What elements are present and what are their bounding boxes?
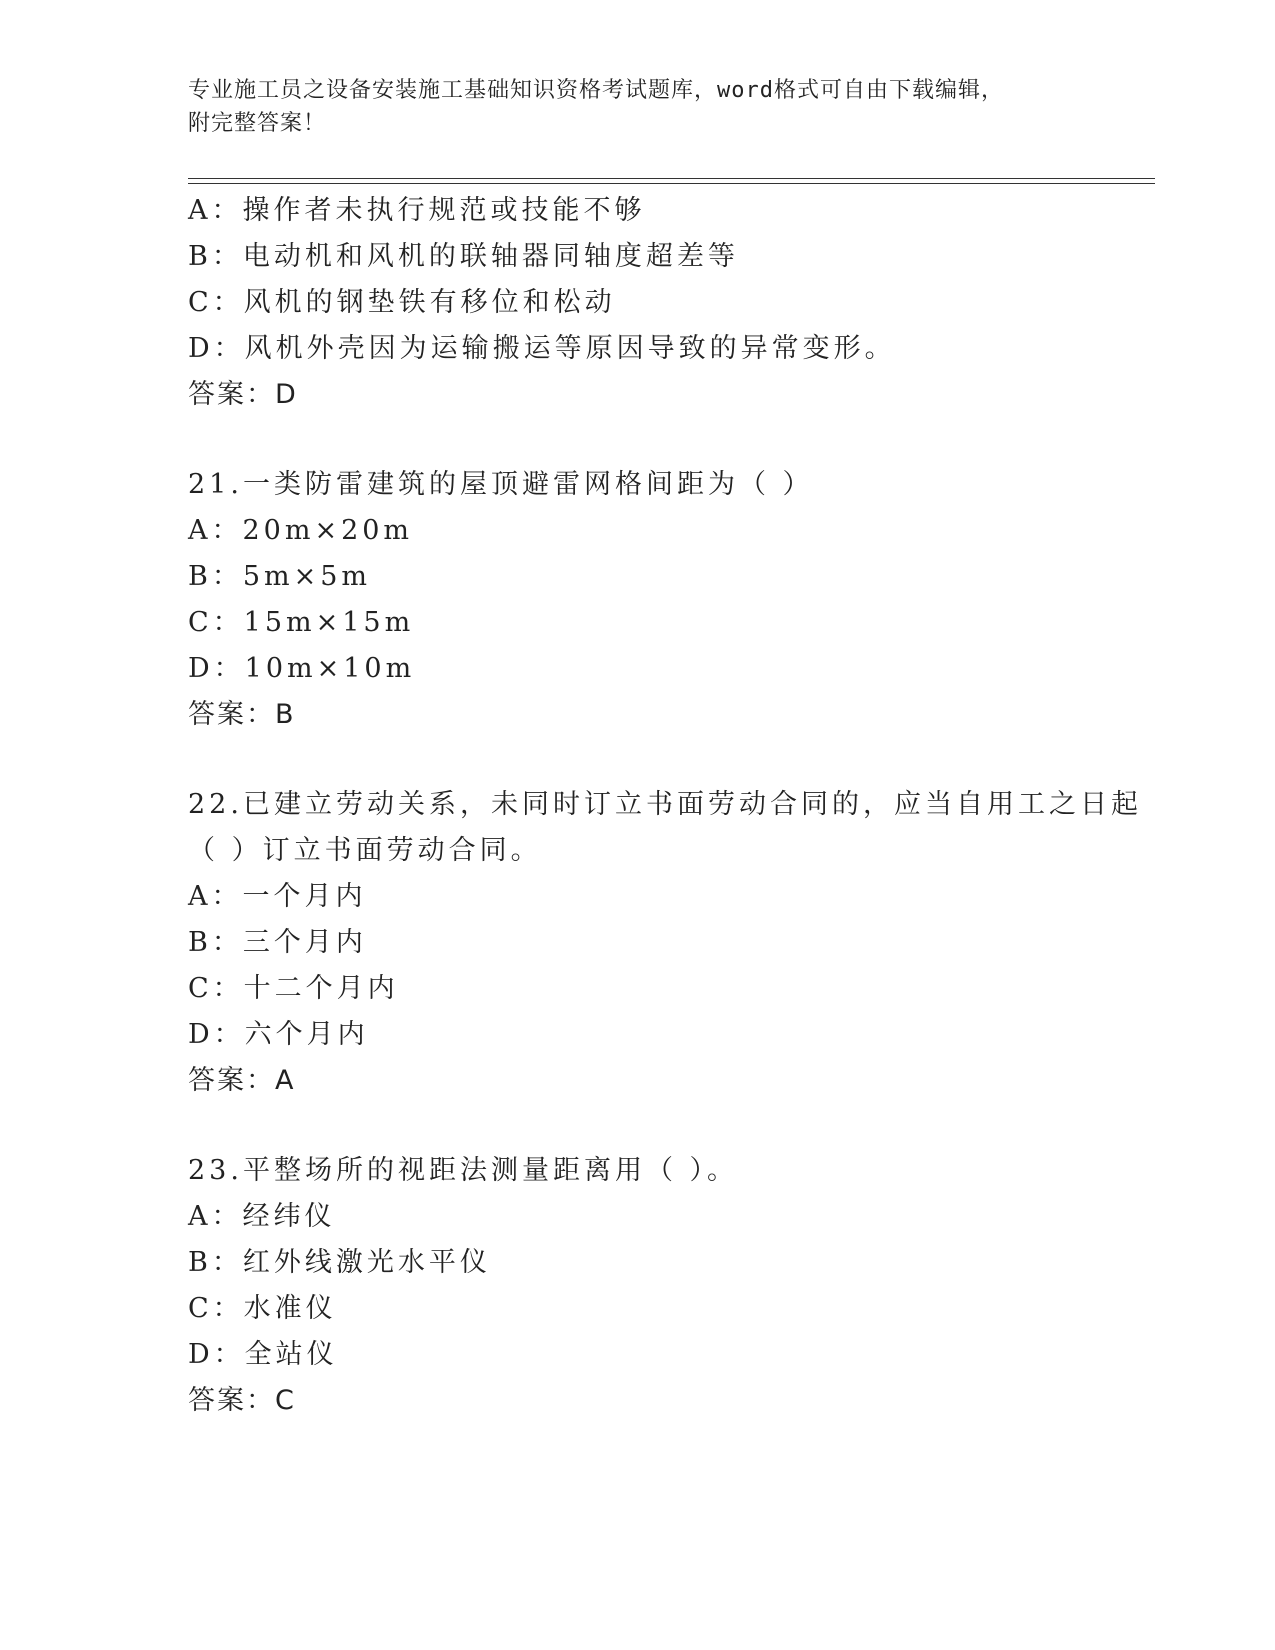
header-divider-top <box>188 178 1155 179</box>
question-text-line-1: 22.已建立劳动关系，未同时订立书面劳动合同的，应当自用工之日起 <box>188 789 1142 820</box>
answer-line: 答案：B <box>188 699 296 730</box>
option-d: D：风机外壳因为运输搬运等原因导致的异常变形。 <box>188 333 896 364</box>
answer-line: 答案：C <box>188 1385 296 1416</box>
option-b: B：红外线激光水平仪 <box>188 1247 491 1278</box>
option-c: C：风机的钢垫铁有移位和松动 <box>188 287 616 318</box>
question-list <box>188 188 1142 1424</box>
answer-line: 答案：A <box>188 1065 296 1096</box>
option-d: D：六个月内 <box>188 1019 369 1050</box>
option-c: C：水准仪 <box>188 1293 337 1324</box>
question-block-prev <box>188 188 1138 418</box>
header-line-1: 专业施工员之设备安装施工基础知识资格考试题库，word格式可自由下载编辑， <box>188 78 1004 103</box>
question-block-23 <box>188 1148 1138 1424</box>
option-a: A：经纬仪 <box>188 1201 336 1232</box>
option-c: C：十二个月内 <box>188 973 399 1004</box>
option-c: C：15m×15m <box>188 607 415 638</box>
option-b: B：电动机和风机的联轴器同轴度超差等 <box>188 241 739 272</box>
question-text: 21.一类防雷建筑的屋顶避雷网格间距为（ ） <box>188 469 814 500</box>
option-a: A：20m×20m <box>188 515 414 546</box>
option-a: A：操作者未执行规范或技能不够 <box>188 195 646 226</box>
option-d: D：10m×10m <box>188 653 416 684</box>
header-line-2: 附完整答案！ <box>188 111 327 136</box>
question-block-21 <box>188 462 1138 738</box>
option-b: B：5m×5m <box>188 561 372 592</box>
question-text-line-2: （ ）订立书面劳动合同。 <box>188 835 542 866</box>
option-b: B：三个月内 <box>188 927 367 958</box>
answer-line: 答案：D <box>188 379 298 410</box>
question-block-22 <box>188 782 1142 1104</box>
option-a: A：一个月内 <box>188 881 367 912</box>
document-header <box>188 74 1088 140</box>
question-text: 23.平整场所的视距法测量距离用（ ）。 <box>188 1155 739 1186</box>
header-divider-bottom <box>188 183 1155 184</box>
option-d: D：全站仪 <box>188 1339 338 1370</box>
